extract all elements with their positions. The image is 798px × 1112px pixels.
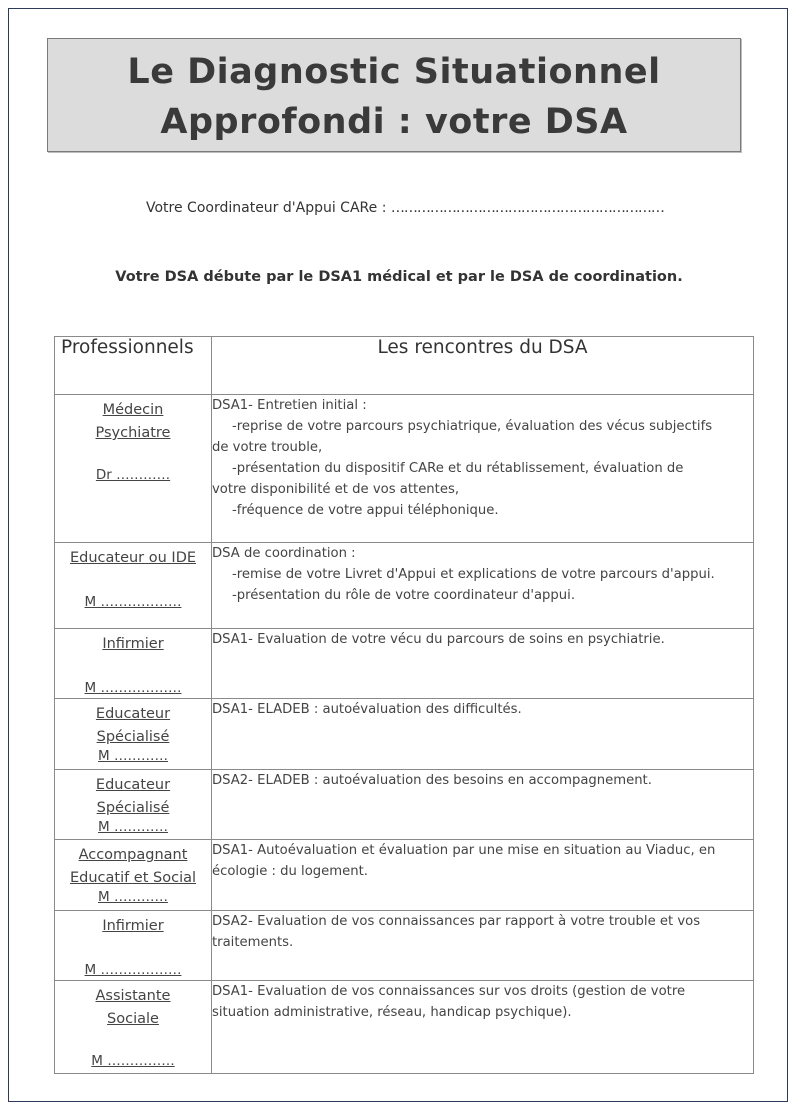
table-row xyxy=(55,699,754,770)
professional-name-blank: M …………… xyxy=(91,1053,175,1069)
title-line-2: Approfondi : votre DSA xyxy=(160,102,628,142)
header-professionnels: Professionnels xyxy=(55,337,212,395)
dsa-table xyxy=(54,336,754,1074)
professional-title: Infirmier xyxy=(102,636,164,652)
description-line: votre disponibilité et de vos attentes, xyxy=(212,482,460,497)
professional-name-blank: M ………… xyxy=(98,819,168,835)
professional-cell xyxy=(55,770,212,840)
meeting-description-cell xyxy=(212,840,754,911)
professional-title: Spécialisé xyxy=(96,800,170,816)
professional-title: Psychiatre xyxy=(95,425,171,441)
professional-title: Spécialisé xyxy=(96,729,170,745)
coordinator-label: Votre Coordinateur d'Appui CARe : xyxy=(146,200,387,216)
description-line: DSA2- Evaluation de vos connaissances par rapport à votre trouble et vos xyxy=(212,914,701,929)
title-line-1: Le Diagnostic Situationnel xyxy=(127,52,661,92)
description-line: -présentation du rôle de votre coordinateur d'appui. xyxy=(232,588,576,603)
description-line: DSA de coordination : xyxy=(212,546,356,561)
professional-name-blank: M ……………… xyxy=(84,680,182,696)
description-line: DSA1- Autoévaluation et évaluation par une mise en situation au Viaduc, en xyxy=(212,843,716,858)
professional-cell xyxy=(55,981,212,1074)
professional-title: Educateur xyxy=(95,777,171,793)
professional-cell xyxy=(55,911,212,981)
professional-title: Médecin xyxy=(102,402,164,418)
header-rencontres: Les rencontres du DSA xyxy=(212,337,754,395)
table-row xyxy=(55,629,754,699)
description-line: écologie : du logement. xyxy=(212,864,368,879)
description-line: DSA1- Evaluation de vos connaissances sur vos droits (gestion de votre xyxy=(212,984,686,999)
table-row xyxy=(55,911,754,981)
table-row xyxy=(55,543,754,629)
meeting-description-cell xyxy=(212,395,754,543)
professional-title: Infirmier xyxy=(102,918,164,934)
meeting-description-cell xyxy=(212,629,754,699)
table-row xyxy=(55,840,754,911)
description-line: traitements. xyxy=(212,935,294,950)
coordinator-blank: ……………………………………………………… xyxy=(390,200,664,216)
professional-title: Educateur ou IDE xyxy=(69,550,197,566)
description-line: situation administrative, réseau, handicap psychique). xyxy=(212,1005,572,1020)
description-line: -remise de votre Livret d'Appui et explications de votre parcours d'appui. xyxy=(232,567,715,582)
professional-title: Assistante xyxy=(95,988,171,1004)
title-banner xyxy=(47,38,741,152)
professional-cell xyxy=(55,543,212,629)
table-body xyxy=(55,395,754,1074)
table-row xyxy=(55,981,754,1074)
description-line: -présentation du dispositif CARe et du rétablissement, évaluation de xyxy=(232,461,684,476)
table-header-row xyxy=(55,337,754,395)
description-line: DSA2- ELADEB : autoévaluation des besoins en accompagnement. xyxy=(212,773,652,788)
meeting-description-cell xyxy=(212,699,754,770)
description-line: DSA1- Evaluation de votre vécu du parcours de soins en psychiatrie. xyxy=(212,632,665,647)
meeting-description-cell xyxy=(212,770,754,840)
professional-cell xyxy=(55,629,212,699)
description-line: -reprise de votre parcours psychiatrique, évaluation des vécus subjectifs xyxy=(232,419,713,434)
coordinator-line xyxy=(146,200,664,216)
professional-title: Accompagnant xyxy=(78,847,188,863)
description-line: DSA1- ELADEB : autoévaluation des difficultés. xyxy=(212,702,522,717)
professional-title: Educateur xyxy=(95,706,171,722)
professional-name-blank: Dr ………… xyxy=(95,467,171,483)
professional-title: Educatif et Social xyxy=(69,870,197,886)
meeting-description-cell xyxy=(212,911,754,981)
professional-title: Sociale xyxy=(107,1011,159,1027)
meeting-description-cell xyxy=(212,981,754,1074)
professional-cell xyxy=(55,840,212,911)
description-line: de votre trouble, xyxy=(212,440,323,455)
professional-cell xyxy=(55,699,212,770)
professional-cell xyxy=(55,395,212,543)
intro-text: Votre DSA débute par le DSA1 médical et par le DSA de coordination. xyxy=(115,269,683,285)
professional-name-blank: M ……………… xyxy=(84,962,182,978)
table-row xyxy=(55,770,754,840)
professional-name-blank: M ………… xyxy=(98,748,168,764)
description-line: DSA1- Entretien initial : xyxy=(212,398,367,413)
table-row xyxy=(55,395,754,543)
professional-name-blank: M ……………… xyxy=(84,594,182,610)
professional-name-blank: M ………… xyxy=(98,889,168,905)
description-line: -fréquence de votre appui téléphonique. xyxy=(232,503,499,518)
meeting-description-cell xyxy=(212,543,754,629)
